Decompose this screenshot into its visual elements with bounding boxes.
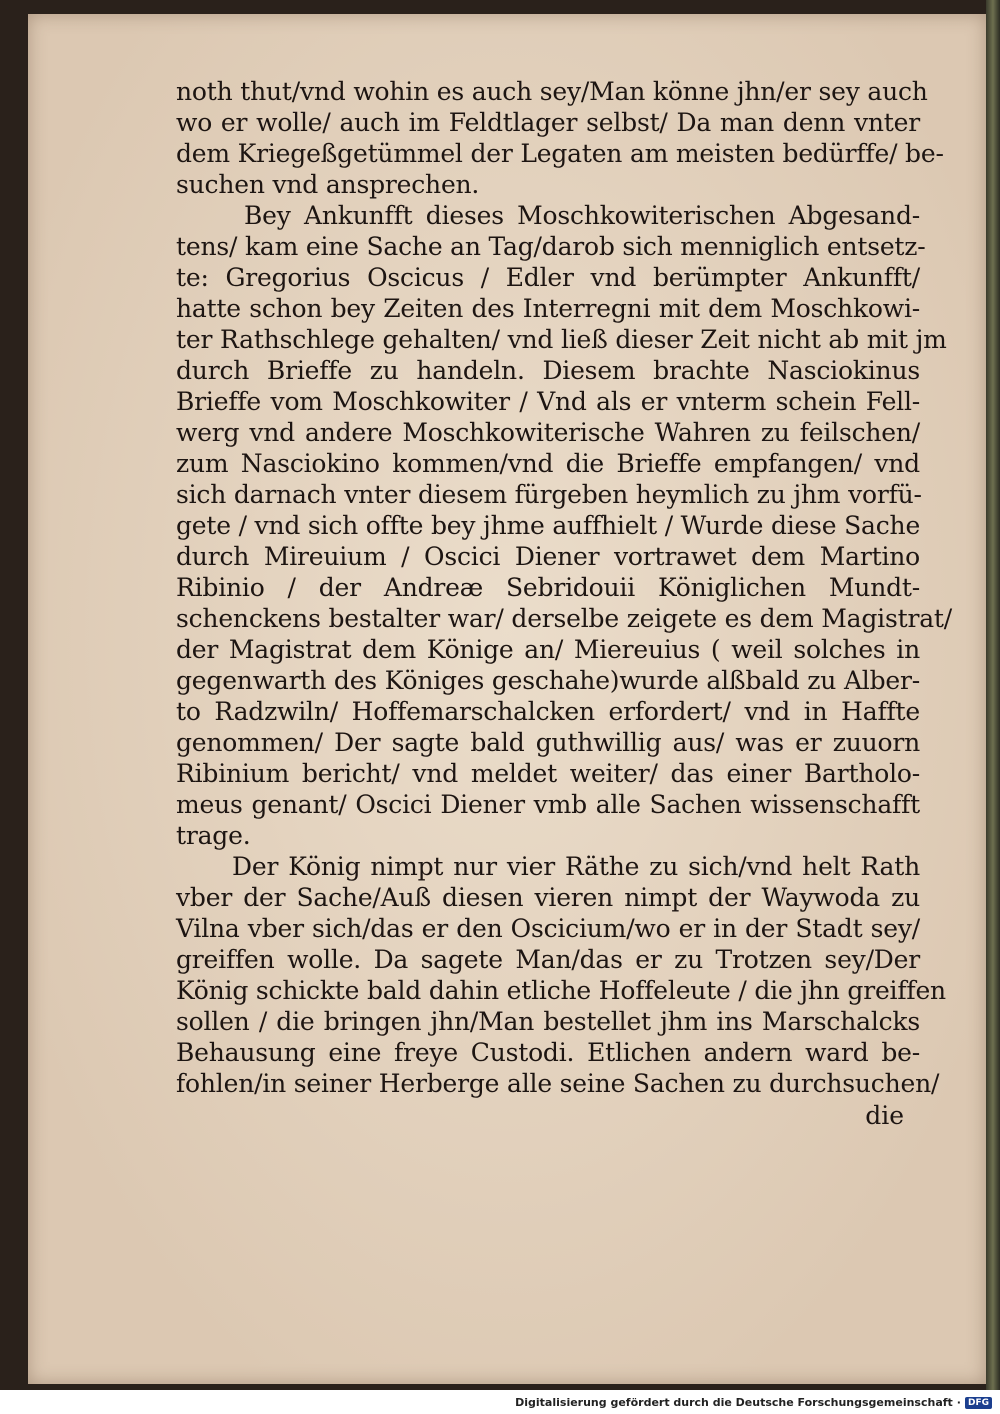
text-line: genommen/ Der sagte bald guthwillig aus/ was er zuuorn: [176, 728, 920, 757]
text-line: Der König nimpt nur vier Räthe zu sich/vnd helt Rath: [232, 852, 920, 881]
text-line: Behausung eine freye Custodi. Etlichen andern ward be-: [176, 1038, 920, 1067]
text-line: der Magistrat dem Könige an/ Miereuius ( weil solches in: [176, 635, 920, 664]
text-line: gete / vnd sich offte bey jhme auffhielt / Wurde diese Sache: [176, 511, 921, 540]
text-line: Ribinium bericht/ vnd meldet weiter/ das einer Bartholo-: [176, 759, 920, 788]
book-edge: [986, 0, 1000, 1390]
credit-separator: ·: [956, 1396, 961, 1409]
text-line: Vilna vber sich/das er den Oscicium/wo er in der Stadt sey/: [176, 914, 920, 943]
text-line: durch Mireuium / Oscici Diener vortrawet dem Martino: [176, 542, 920, 571]
text-line: greiffen wolle. Da sagete Man/das er zu Trotzen sey/Der: [176, 945, 920, 974]
credit-text: Digitalisierung gefördert durch die Deutsche Forschungsgemeinschaft: [515, 1396, 953, 1409]
text-line: sich darnach vnter diesem fürgeben heymlich zu jhm vorfü-: [176, 480, 922, 509]
text-line: Brieffe vom Moschkowiter / Vnd als er vnterm schein Fell-: [176, 387, 920, 416]
text-line: Bey Ankunfft dieses Moschkowiterischen Abgesand-: [244, 201, 920, 230]
text-line: zum Nasciokino kommen/vnd die Brieffe empfangen/ vnd: [176, 449, 920, 478]
text-line: vber der Sache/Auß diesen vieren nimpt der Waywoda zu: [176, 883, 920, 912]
text-line: hatte schon bey Zeiten des Interregni mit dem Moschkowi-: [176, 294, 920, 323]
text-line: fohlen/in seiner Herberge alle seine Sachen zu durchsuchen/: [176, 1069, 940, 1098]
digitization-credit: [515, 1396, 992, 1409]
text-line: noth thut/vnd wohin es auch sey/Man könne jhn/er sey auch: [176, 77, 928, 106]
text-line: ter Rathschlege gehalten/ vnd ließ dieser Zeit nicht ab mit jm: [176, 325, 947, 354]
text-line: dem Kriegeßgetümmel der Legaten am meisten bedürffe/ be-: [176, 139, 944, 168]
text-line: suchen vnd ansprechen.: [176, 170, 480, 199]
dfg-logo-icon: DFG: [965, 1397, 992, 1409]
text-line: te: Gregorius Oscicus / Edler vnd berümpter Ankunfft/: [176, 263, 920, 292]
text-line: to Radzwiln/ Hoffemarschalcken erfordert/ vnd in Haffte: [176, 697, 920, 726]
text-line: wo er wolle/ auch im Feldtlager selbst/ Da man denn vnter: [176, 108, 920, 137]
text-line: durch Brieffe zu handeln. Diesem brachte Nasciokinus: [176, 356, 920, 385]
text-line: König schickte bald dahin etliche Hoffeleute / die jhn greiffen: [176, 976, 946, 1005]
text-line: meus genant/ Oscici Diener vmb alle Sachen wissenschafft: [176, 790, 920, 819]
catchword: die: [865, 1101, 904, 1130]
text-line: trage.: [176, 821, 251, 850]
text-line: werg vnd andere Moschkowiterische Wahren zu feilschen/: [176, 418, 920, 447]
text-line: gegenwarth des Königes geschahe)wurde alßbald zu Alber-: [176, 666, 920, 695]
text-line: sollen / die bringen jhn/Man bestellet jhm ins Marschalcks: [176, 1007, 920, 1036]
text-line: tens/ kam eine Sache an Tag/darob sich menniglich entsetz-: [176, 232, 926, 261]
text-line: schenckens bestalter war/ derselbe zeigete es dem Magistrat/: [176, 604, 952, 633]
text-line: Ribinio / der Andreæ Sebridouii Königlichen Mundt-: [176, 573, 920, 602]
